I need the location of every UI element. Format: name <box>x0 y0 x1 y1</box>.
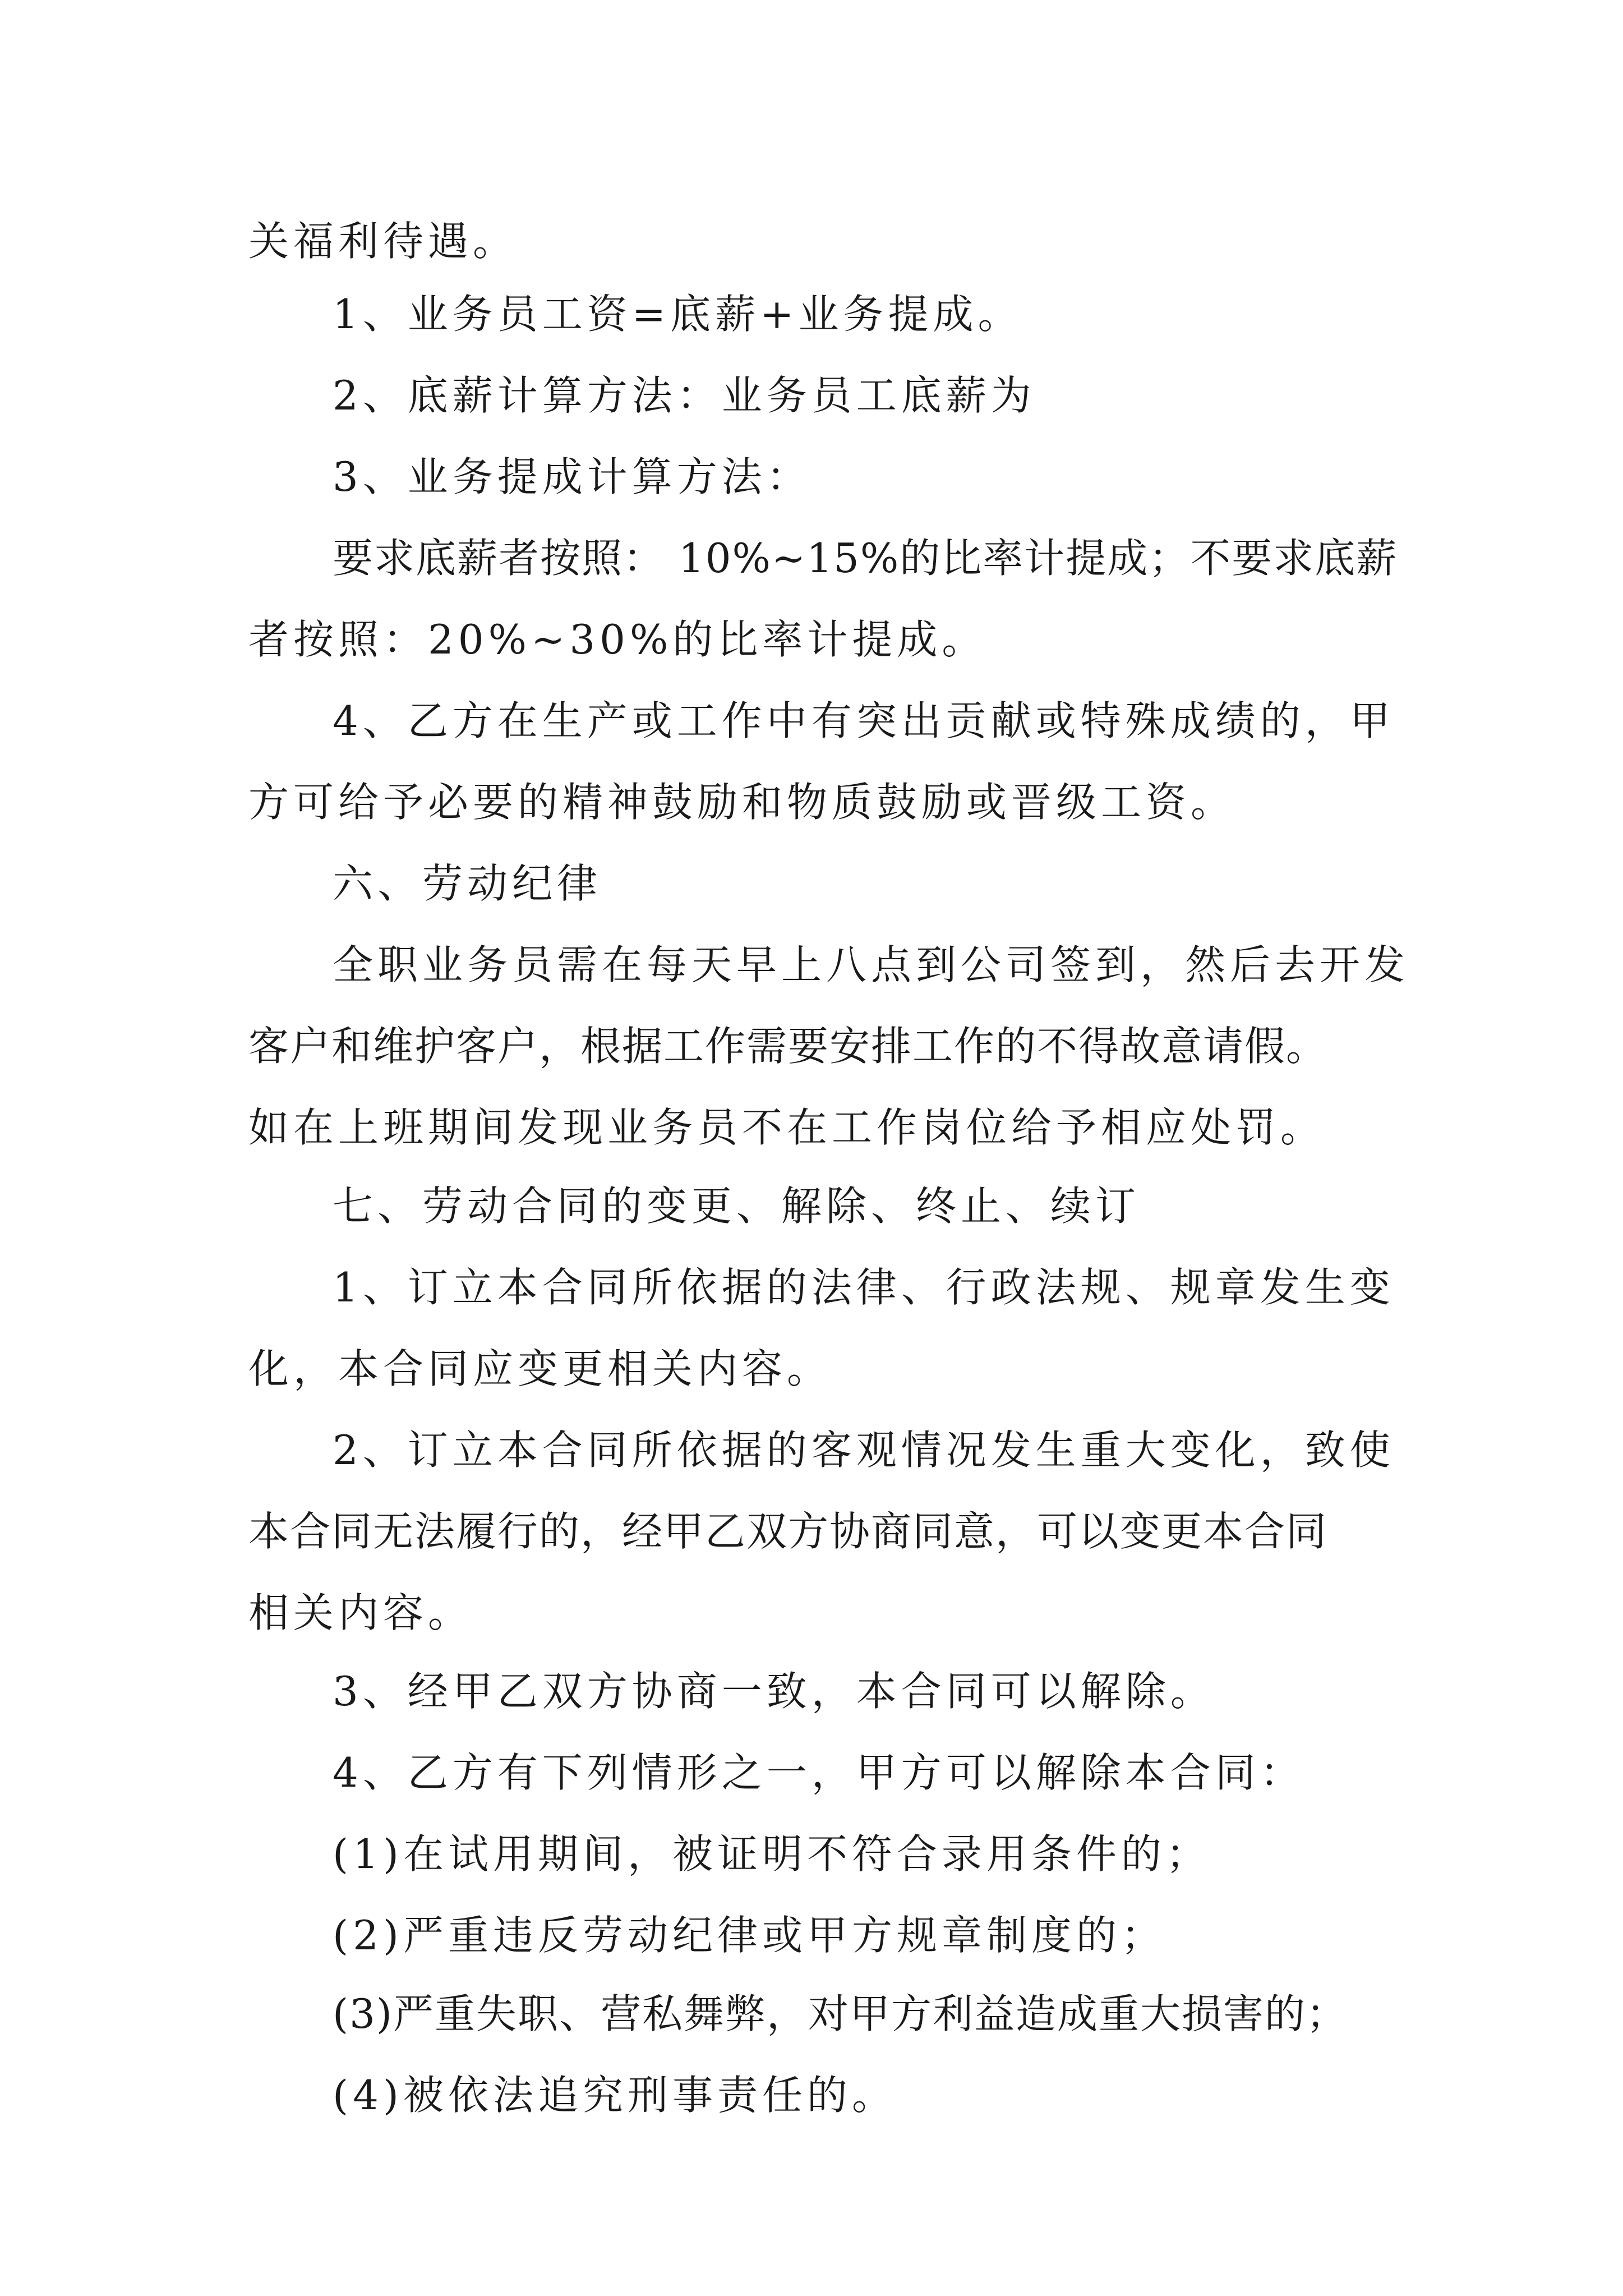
paragraph-line: 4、乙方有下列情形之一，甲方可以解除本合同： <box>333 1749 1305 1796</box>
paragraph-line: 方可给予必要的精神鼓励和物质鼓励或晋级工资。 <box>248 779 1236 826</box>
list-item: (4)被依法追究刑事责任的。 <box>333 2072 897 2119</box>
paragraph-line: 全职业务员需在每天早上八点到公司签到，然后去开发 <box>333 941 1410 988</box>
paragraph-line: 3、经甲乙双方协商一致，本合同可以解除。 <box>333 1668 1215 1715</box>
paragraph-line: 2、订立本合同所依据的客观情况发生重大变化，致使 <box>333 1427 1395 1474</box>
list-item: (3)严重失职、营私舞弊，对甲方利益造成重大损害的； <box>333 1990 1348 2037</box>
list-item: (2)严重违反劳动纪律或甲方规章制度的； <box>333 1912 1166 1959</box>
paragraph-line: 者按照：20%~30%的比率计提成。 <box>248 616 987 663</box>
list-item: (1)在试用期间，被证明不符合录用条件的； <box>333 1830 1211 1878</box>
paragraph-line: 1、业务员工资=底薪+业务提成。 <box>333 291 1023 338</box>
paragraph-line: 如在上班期间发现业务员不在工作岗位给予相应处罚。 <box>248 1104 1326 1151</box>
paragraph-line: 要求底薪者按照： 10%~15%的比率计提成；不要求底薪 <box>333 535 1398 582</box>
paragraph-line: 客户和维护客户，根据工作需要安排工作的不得故意请假。 <box>248 1023 1328 1070</box>
paragraph-line: 本合同无法履行的，经甲乙双方协商同意，可以变更本合同 <box>248 1508 1328 1555</box>
paragraph-line: 2、底薪计算方法：业务员工底薪为 <box>333 372 1036 419</box>
section-heading: 七、劳动合同的变更、解除、终止、续订 <box>333 1182 1141 1230</box>
paragraph-line: 关福利待遇。 <box>248 218 518 265</box>
paragraph-line: 1、订立本合同所依据的法律、行政法规、规章发生变 <box>333 1264 1395 1311</box>
paragraph-line: 化，本合同应变更相关内容。 <box>248 1345 832 1392</box>
paragraph-line: 相关内容。 <box>248 1589 473 1636</box>
section-heading: 六、劳动纪律 <box>333 860 602 907</box>
paragraph-line: 3、业务提成计算方法： <box>333 453 811 500</box>
paragraph-line: 4、乙方在生产或工作中有突出贡献或特殊成绩的，甲 <box>333 697 1395 744</box>
